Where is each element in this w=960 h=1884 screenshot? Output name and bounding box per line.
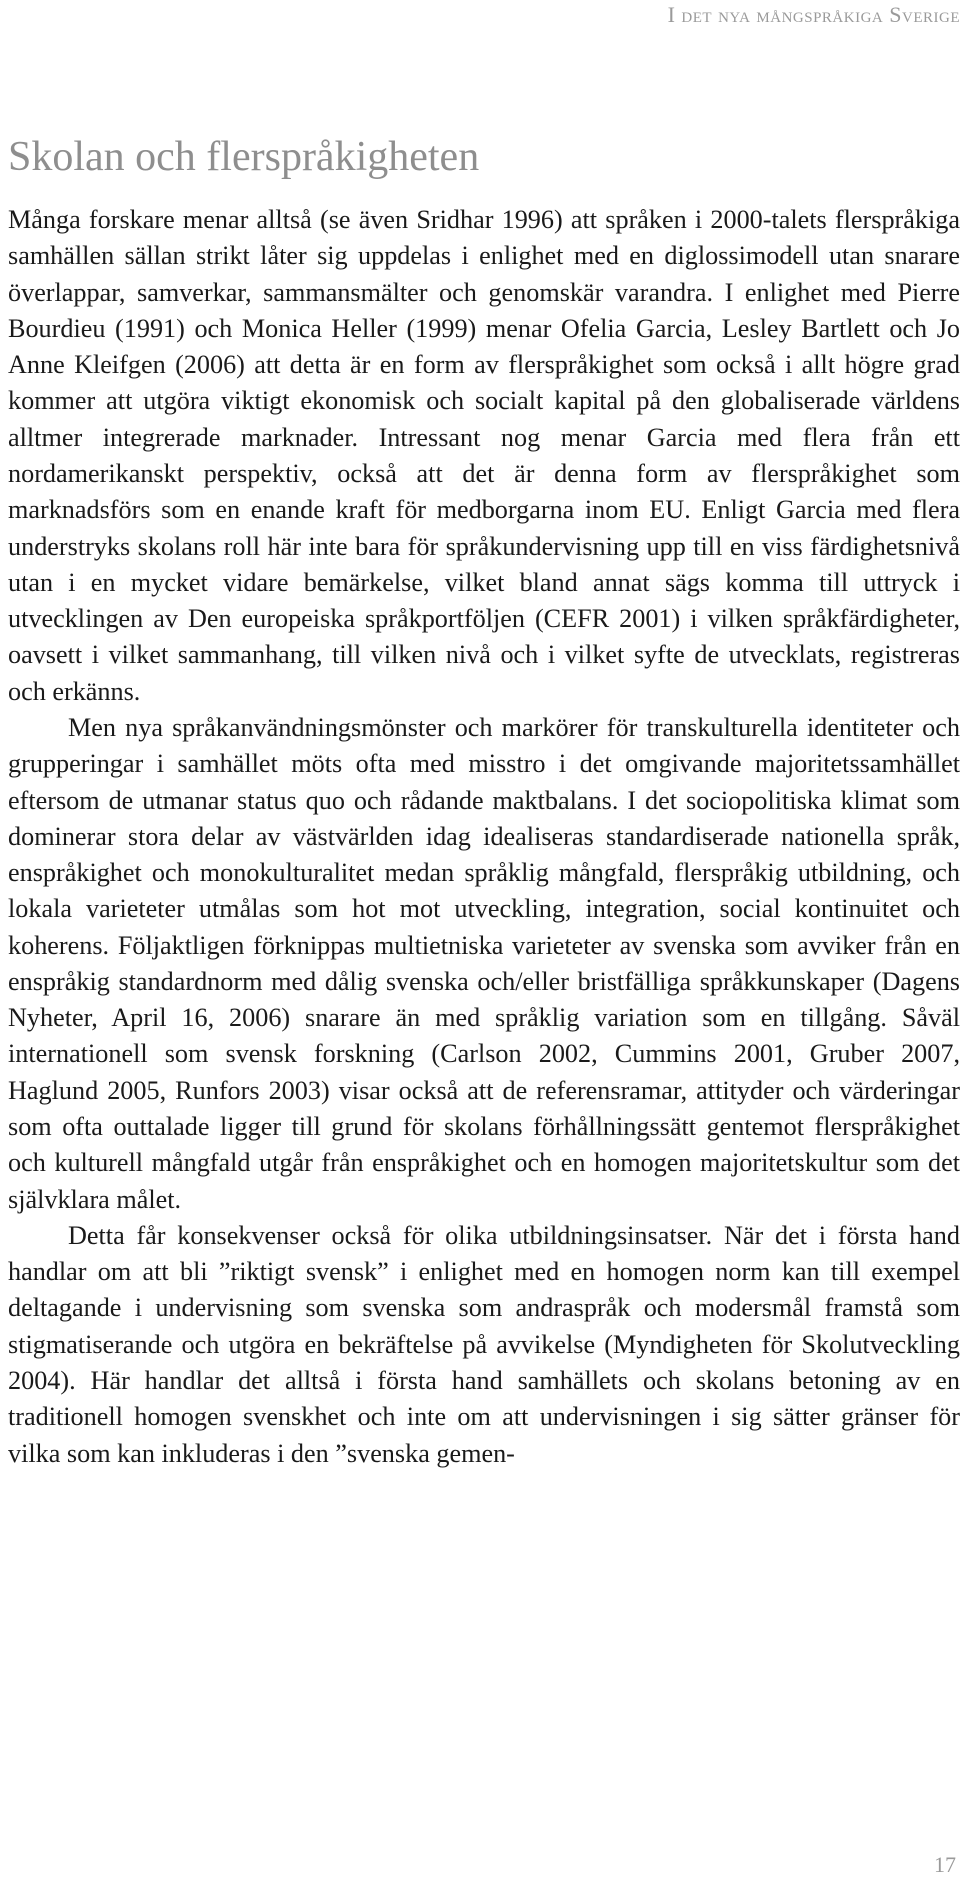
paragraph: Många forskare menar alltså (se även Sridhar 1996) att språken i 2000-talets flerspråkiga samhällen sällan strikt låter sig uppdelas i enlighet med en diglossimodell utan snarare överlappar, samverkar, sammansmälter och genomskär varandra. I enlighet med Pierre Bourdieu (1991) och Monica Heller (1999) menar Ofelia Garcia, Lesley Bartlett och Jo Anne Kleifgen (2006) att detta är en form av flerspråkighet som också i allt högre grad kommer att utgöra viktigt ekonomisk och socialt kapital på den globaliserade världens alltmer integrerade marknader. Intressant nog menar Garcia med flera från ett nordamerikanskt perspektiv, också att det är denna form av flerspråkighet som marknadsförs som en enande kraft för medborgarna inom EU. Enligt Garcia med flera understryks skolans roll här inte bara för språkundervisning upp till en viss färdighetsnivå utan i en mycket vidare bemärkelse, vilket bland annat sägs komma till uttryck i utvecklingen av Den europeiska språkportföljen (CEFR 2001) i vilken språkfärdigheter, oavsett i vilket sammanhang, till vilken nivå och i vilket syfte de utvecklats, registreras och erkänns. <box>8 205 960 706</box>
section-title: Skolan och flerspråkigheten <box>8 134 480 180</box>
running-head: I det nya mångspråkiga Sverige <box>667 2 960 27</box>
page-number: 17 <box>934 1852 956 1877</box>
paragraph: Detta får konsekvenser också för olika utbildningsinsatser. När det i första hand handlar om att bli ”riktigt svensk” i enlighet med en homogen norm kan till exempel deltagande i undervisning som svenska som andraspråk och modersmål framstå som stigmatiserande och utgöra en bekräftelse på avvikelse (Myndigheten för Skolutveckling 2004). Här handlar det alltså i första hand samhällets och skolans betoning av en traditionell homogen svenskhet och inte om att undervisningen i sig sätter gränser för vilka som kan inkluderas i den ”svenska gemen- <box>8 1220 960 1468</box>
body-text <box>8 202 960 1472</box>
paragraph: Men nya språkanvändningsmönster och markörer för transkulturella identiteter och grupperingar i samhället möts ofta med misstro i det omgivande majoritetssamhället eftersom de utmanar status quo och rådande maktbalans. I det sociopolitiska klimat som dominerar stora delar av västvärlden idag idealiseras standardiserade nationella språk, enspråkighet och monokulturalitet medan språklig mångfald, flerspråkig utbildning, och lokala varieteter utmålas som hot mot utveckling, integration, social kontinuitet och koherens. Följaktligen förknippas multietniska varieteter av svenska som avviker från en enspråkig standardnorm med dålig svenska och/eller bristfälliga språkkunskaper (Dagens Nyheter, April 16, 2006) snarare än med språklig variation som en tillgång. Såväl internationell som svensk forskning (Carlson 2002, Cummins 2001, Gruber 2007, Haglund 2005, Runfors 2003) visar också att de referensramar, attityder och värderingar som ofta outtalade ligger till grund för skolans förhållningssätt gentemot flerspråkighet och kulturell mångfald utgår från enspråkighet och en homogen majoritetskultur som det självklara målet. <box>8 712 960 1214</box>
